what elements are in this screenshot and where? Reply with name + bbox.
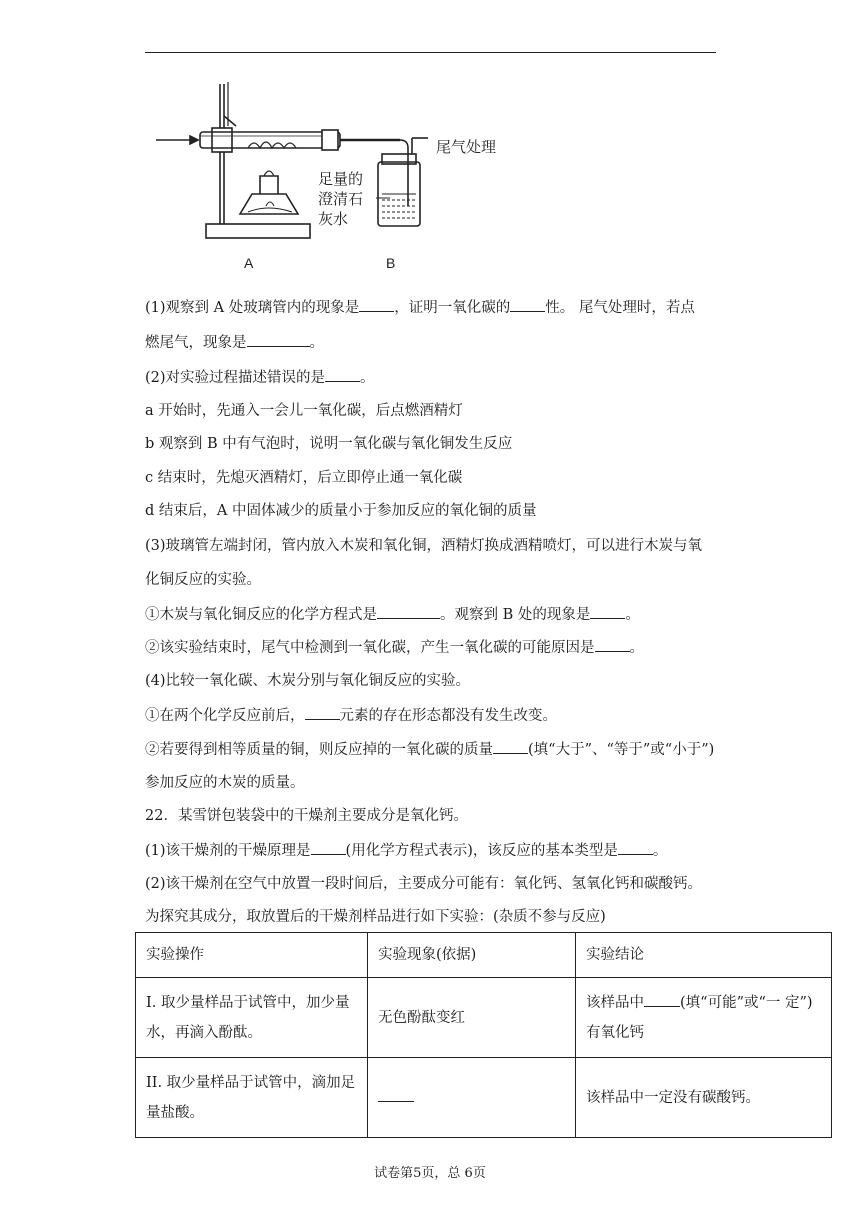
row2-conclusion: 该样品中一定没有碳酸钙。 [576, 1058, 832, 1138]
header-phenomenon: 实验现象(依据) [368, 933, 576, 978]
question-line-q4a: (4)比较一氧化碳、木炭分别与氧化铜反应的实验。 [145, 673, 471, 689]
question-line-q22_1: (1)该干燥剂的干燥原理是 (用化学方程式表示)，该反应的基本类型是 。 [145, 840, 667, 861]
answer-blank[interactable] [311, 840, 346, 855]
question-line-q4c: ②若要得到相等质量的铜，则反应掉的一氧化碳的质量 (填“大于”、“等于”或“小于”) [145, 739, 714, 760]
question-line-q1a: (1)观察到 A 处玻璃管内的现象是 ，证明一氧化碳的 性。 尾气处理时，若点 [145, 297, 695, 318]
question-line-opt_b: b 观察到 B 中有气泡时，说明一氧化碳与氧化铜发生反应 [145, 436, 513, 452]
question-line-q3a: (3)玻璃管左端封闭，管内放入木炭和氧化铜，酒精灯换成酒精喷灯，可以进行木炭与氧 [145, 538, 703, 554]
row1-operation: I. 取少量样品于试管中，加少量 水，再滴入酚酞。 [136, 978, 368, 1058]
question-line-q2: (2)对实验过程描述错误的是 。 [145, 367, 375, 388]
question-line-opt_d: d 结束后，A 中固体减少的质量小于参加反应的氧化铜的质量 [145, 503, 537, 519]
answer-blank[interactable] [359, 297, 394, 312]
question-line-q3d: ②该实验结束时，尾气中检测到一氧化碳，产生一氧化碳的可能原因是 。 [145, 637, 644, 658]
limewater-label-3: 灰水 [318, 211, 349, 228]
question-line-opt_c: c 结束时，先熄灭酒精灯，后立即停止通一氧化碳 [145, 470, 463, 486]
limewater-label-1: 足量的 [318, 171, 364, 188]
question-line-q22: 22．某雪饼包装袋中的干燥剂主要成分是氧化钙。 [145, 808, 468, 824]
page-footer: 试卷第5页，总 6页 [374, 1166, 486, 1181]
question-line-opt_a: a 开始时，先通入一会儿一氧化碳，后点燃酒精灯 [145, 403, 463, 419]
tail-gas-label: 尾气处理 [436, 139, 497, 156]
question-line-q1b: 燃尾气，现象是 。 [145, 332, 324, 353]
answer-blank[interactable] [377, 604, 440, 619]
answer-blank[interactable] [493, 739, 528, 754]
experiment-table [135, 932, 832, 1138]
question-line-q4d: 参加反应的木炭的质量。 [145, 775, 305, 791]
table-header-row [136, 933, 832, 978]
answer-blank[interactable] [618, 840, 653, 855]
answer-blank[interactable] [644, 992, 680, 1007]
row1-phenomenon: 无色酚酞变红 [368, 978, 576, 1058]
header-rule [145, 52, 716, 53]
question-line-q4b: ①在两个化学反应前后， 元素的存在形态都没有发生改变。 [145, 705, 557, 726]
apparatus-figure [150, 76, 520, 276]
question-line-q3b: 化铜反应的实验。 [145, 572, 261, 588]
label-b: B [386, 255, 396, 271]
limewater-label-2: 澄清石 [318, 191, 364, 208]
question-line-q22_3: 为探究其成分，取放置后的干燥剂样品进行如下实验：(杂质不参与反应) [145, 909, 606, 925]
answer-blank[interactable] [595, 637, 630, 652]
answer-blank[interactable] [247, 332, 310, 347]
label-a: A [244, 255, 254, 271]
table-row [136, 1058, 832, 1138]
row1-conclusion: 该样品中 (填“可能”或“一 定”) 有氧化钙 [576, 978, 832, 1058]
row2-phenomenon [368, 1058, 576, 1138]
answer-blank[interactable] [590, 604, 625, 619]
answer-blank[interactable] [305, 705, 340, 720]
answer-blank[interactable] [325, 367, 360, 382]
row2-operation: II. 取少量样品于试管中，滴加足 量盐酸。 [136, 1058, 368, 1138]
question-line-q3c: ①木炭与氧化铜反应的化学方程式是 。观察到 B 处的现象是 。 [145, 604, 640, 625]
table-row [136, 978, 832, 1058]
header-operation: 实验操作 [136, 933, 368, 978]
answer-blank[interactable] [510, 297, 545, 312]
stand-base [206, 224, 310, 238]
header-conclusion: 实验结论 [576, 933, 832, 978]
answer-blank[interactable] [378, 1087, 414, 1102]
question-line-q22_2: (2)该干燥剂在空气中放置一段时间后，主要成分可能有：氧化钙、氢氧化钙和碳酸钙。 [145, 876, 703, 892]
